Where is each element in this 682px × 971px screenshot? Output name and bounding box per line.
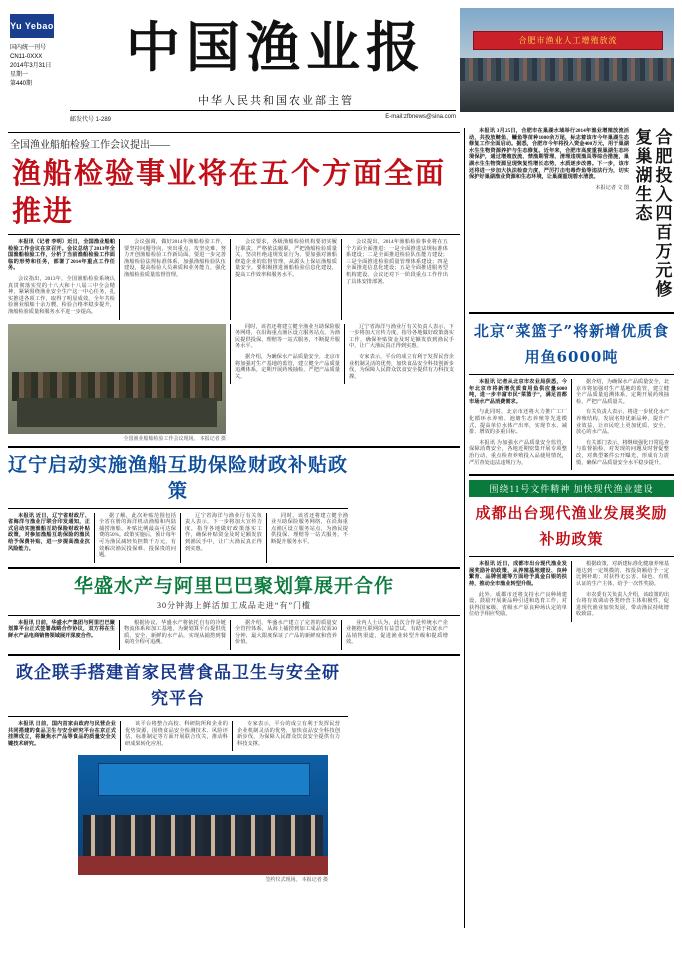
zhengqi-col-2: [125, 721, 228, 747]
masthead-divider: [70, 110, 456, 111]
liaoning-col2-text: 据了解，此次补贴范围包括全省在册的海洋机动渔船和内陆捕捞渔船，补贴比例最高可达保费的50%。政策实施后，预计每年可为渔民减轻负担数千万元，有效解决渔民投保难、投保贵的问题。: [99, 512, 176, 559]
divider-zhengqi: [8, 654, 460, 656]
zhengqi-section: [8, 660, 348, 883]
email-address[interactable]: E-mail:zfbnews@sina.com: [385, 114, 456, 120]
lead-headline: 渔船检验事业将在五个方面全面推进: [8, 152, 460, 235]
liaoning-col-2: [99, 513, 176, 559]
chengdu-col-2: [576, 561, 669, 618]
masthead-subtitle: 中华人民共和国农业部主管: [198, 95, 354, 107]
zhengqi-col3-text: 专家表示，平台的成立有利于发挥民营企业机制灵活的优势，加快食品安全科技创新步伐，为保障人民群众饮食安全提供有力科技支撑。: [237, 721, 340, 747]
lead-col-1: [8, 239, 115, 320]
lead-col-4: [346, 239, 448, 285]
main-right-divider: [464, 128, 465, 928]
midright-col2-text: 有关部门表示，将继续强化日常巡查与监督抽检，对发现的问题及时督促整改，对典型案件公开曝光，形成有力震慑，确保产品质量安全水平稳步提升。: [576, 439, 670, 466]
huasheng-headline: 华盛水产与阿里巴巴聚划算展开合作: [73, 574, 394, 597]
liaoning-col-4: [271, 513, 348, 546]
chengdu-col4-text: 市农委有关负责人介绍，该政策的出台将有效调动各类经营主体积极性，促进现代渔业加快发展，带动渔民持续增收致富。: [576, 591, 670, 618]
page-body: [8, 128, 674, 928]
chengdu-col2-text: 根据政策，对新建标准化健康养殖基地达到一定规模的，按投资额给予一定比例补助；对获得无公害、绿色、有机认证的生产主体，给予一次性奖励。: [576, 561, 670, 587]
masthead: [8, 8, 674, 128]
photo1-caption: 全国渔业船舶检验工作会议现场。 本报记者 摄: [123, 436, 226, 442]
zhengqi-col1-text: 本报讯 日前，国内首家由政府与民营企业共同搭建的食品卫生与安全研究平台在京正式挂牌成立，将聚焦水产品等食品的质量安全关键技术研究。: [8, 721, 116, 747]
liaoning-col1-text: 本报讯 近日，辽宁省财政厅、省海洋与渔业厅联合印发通知，正式启动实施渔船互助保险财政补贴政策，对参加渔船互助保险的渔民给予保费补贴，进一步提高渔业抗风险能力。: [8, 512, 90, 552]
chengdu-section: [469, 480, 674, 622]
meta-line-1: CN11-0XXX: [10, 54, 43, 60]
beijing-col1-text: 本报讯 记者从北京市农业局获悉，今年北京市将新增优质食用鱼供应量6000吨，进一步丰富市民“菜篮子”，满足首都市场水产品消费需求。: [469, 379, 567, 405]
huasheng-col1-text: 本报讯 日前，华盛水产集团与阿里巴巴聚划算平台正式签署战略合作协议，双方将在生鲜水产品电商销售领域展开深度合作。: [8, 619, 115, 639]
lead-col6-body: 辽宁省海洋与渔业厅有关负责人表示，下一步将加大宣传力度，指导各地做好政策落实工作，确保补贴资金及时足额发放到渔民手中，让广大渔民真正得到实惠。: [349, 323, 454, 350]
main-area: [8, 128, 460, 883]
lead-col1-lead: 本报讯（记者 李明）近日，全国渔业船舶检验工作会议在京召开。会议总结了2013年全国渔船检验工作，分析了当前渔船检验工作面临的形势和任务，部署了2014年重点工作任务。: [8, 239, 115, 272]
beijing-columns: [469, 379, 674, 470]
chengdu-col-1: [469, 561, 567, 622]
beijing-col2-text: 据介绍，为确保水产品质量安全，北京市将加强对生产基地的监管，建立健全产品质量追溯体系，定期开展药残抽检，严把产品质量关。: [576, 379, 670, 405]
photo-deck: [460, 81, 674, 112]
liaoning-col4-text: 同时，该省还将建立健全渔业互助保险服务网络，在沿海重点渔区设立服务站点，为渔民提供投保、理赔等一站式服务，不断提升服务水平。: [271, 512, 348, 545]
right-column: [469, 128, 674, 622]
divider-chengdu: [469, 474, 674, 476]
photo-screen: [98, 763, 310, 796]
lead-col-2: [124, 239, 226, 279]
photo-group-people: [83, 815, 323, 856]
beijing-section: [469, 318, 674, 470]
beijing-col-2: [576, 379, 669, 466]
masthead-right: [460, 8, 674, 128]
lead-col4-body: 会议提出，2014年渔船检验事业将在五个方面全面推进：一是全面推进法规标准体系建设；二是全面推进检验队伍能力建设；三是全面推进检验质量管理体系建设；四是全面推进信息化建设；五是全面推进服务型机构建设。会议还对下一阶段重点工作作出了具体安排部署。: [346, 239, 448, 285]
huasheng-subhead: 30分钟海上鲜活加工成品走进“有”门槛: [156, 600, 312, 610]
zhengqi-columns: [8, 721, 348, 751]
lead-col-5: [235, 324, 340, 381]
meta-line-0: 国内统一刊号: [10, 45, 47, 51]
photo-floor: [78, 856, 328, 875]
hefei-signature: 本报记者 文 图: [595, 184, 629, 191]
masthead-footer: [70, 112, 456, 123]
huasheng-col-4: [346, 620, 448, 646]
photo-and-liaoning: [8, 324, 226, 442]
lead-col5-body2: 据介绍，为确保水产品质量安全，北京市将加强对生产基地的监管，建立健全产品质量追溯体系，定期开展药残抽检，严把产品质量关。: [235, 353, 340, 380]
midright-col1-text: 本报讯 为加强水产品质量安全监管，保障消费安全，各地近期密集开展专项整治行动，重点检查养殖投入品使用情况，严厉查处违法违规行为。: [469, 439, 567, 466]
liaoning-section: [8, 452, 348, 563]
lead-col6-body2: 专家表示，平台的成立有利于发挥民营企业机制灵活的优势，加快食品安全科技创新步伐，为保障人民群众饮食安全提供有力科技支撑。: [349, 353, 454, 380]
liaoning-rule: [8, 508, 348, 509]
lead-col3-body: 会议要求，各级渔船检验机构要切实履行职责，严格依法履职，严把渔船检验质量关，坚决杜绝违规发证行为。要加强对渔船修造企业的监督管理，从源头上保证渔船质量安全。要积极推进渔船检验信息化建设，提高工作效率和服务水平。: [235, 239, 337, 278]
divider-huasheng: [8, 567, 460, 569]
hefei-headline-wrap: [629, 128, 674, 308]
meta-line-2: 2014年3月31日: [10, 63, 52, 69]
postal-code: 邮发代号 1-289: [70, 117, 112, 123]
huasheng-col2-text: 根据协议，华盛水产将依托自有的冷链物流体系和加工基地，为聚划算平台提供优质、安全、新鲜的水产品，实现从捕捞到餐桌的全程可追溯。: [124, 619, 226, 646]
divider-liaoning: [8, 446, 460, 448]
beijing-rule: [469, 374, 674, 375]
chengdu-col1-text: 本报讯 近日，成都市出台现代渔业发展奖励补助政策，从养殖基地建设、良种繁育、品牌创建等方面给予真金白银的扶持，推动全市渔业转型升级。: [469, 561, 567, 587]
hefei-body-wrap: [469, 128, 629, 195]
beijing-col4-text: 有关负责人表示，将进一步优化水产养殖结构，发展名特优新品种，提升产业效益，让市民吃上更加优质、安全、放心的水产品。: [576, 409, 670, 436]
chengdu-columns: [469, 561, 674, 622]
lead-col5-body: 同时，该省还将建立健全渔业互助保险服务网络，在沿海重点渔区设立服务站点，为渔民提供投保、理赔等一站式服务，不断提升服务水平。: [235, 323, 340, 350]
lead-col1-body: 会议指出，2013年，全国渔船检验系统认真贯彻落实党的十八大和十八届三中全会精神，紧紧围绕渔业安全生产这一中心任务，扎实推进各项工作，取得了明显成效。全年共检验渔业船舶十余万艘，检验合格率稳步提升，渔船检验质量和服务水平进一步提高。: [8, 275, 115, 315]
huasheng-col-3: [235, 620, 337, 646]
chengdu-col3-text: 此外，成都市还将支持水产良种场建设，鼓励开展新品种引进和选育工作，对获得国家级、省级水产原良种场认定的单位给予相应奖励。: [469, 591, 567, 618]
lead-columns: [8, 239, 460, 320]
zhengqi-col-3: [237, 721, 340, 747]
beijing-headline: 北京“菜篮子”将新增优质食用鱼6000吨: [473, 322, 670, 366]
zhengqi-col-1: [8, 721, 116, 751]
huasheng-rule: [8, 615, 460, 616]
chengdu-rule: [469, 556, 674, 557]
huasheng-section: [8, 573, 460, 650]
liaoning-col-1: [8, 513, 90, 563]
publication-logo: Yu Yebao: [10, 14, 54, 38]
huasheng-col4-text: 业内人士认为，此次合作是传统水产企业拥抱互联网的有益尝试，有助于拓宽水产品销售渠道，促进渔业转型升级和提质增效。: [346, 619, 448, 646]
hefei-body: 本报讯 3月25日，合肥市在巢湖水域举行2014年渔业增殖放流活动，共投放鲢鱼、鳙鱼等苗种1000余万尾，标志着该市今年巢湖生态修复工作全面启动。据悉，合肥市今年将投入资金400万元，用于巢湖水生生物资源养护与生态修复。近年来，合肥市高度重视巢湖生态环境保护，通过增殖放流、禁渔期管理、清理违规渔具等综合措施，巢湖水生生物资源呈现恢复性增长态势，水质逐步改善。下一步，该市还将进一步加大执法检查力度，严厉打击电毒炸鱼等违法行为，切实保护好巢湖渔业资源和生态环境，让巢湖重现碧水清波。: [469, 128, 629, 181]
huasheng-col-2: [124, 620, 226, 646]
meeting-photo: [8, 324, 226, 434]
signing-photo: [78, 755, 328, 875]
lead-col-3: [235, 239, 337, 279]
hefei-section: [469, 128, 674, 308]
liaoning-headline: 辽宁启动实施渔船互助保险财政补贴政策: [8, 453, 349, 502]
photo-crowd: [460, 58, 674, 81]
hefei-vertical-headline: 合肥投入四百万元修复巢湖生态: [631, 128, 672, 299]
zhengqi-col2-text: 该平台将整合高校、科研院所和企业的优势资源，围绕食品安全检测技术、风险评估、标准制定等方面开展联合攻关，推动科研成果转化应用。: [125, 721, 228, 747]
liaoning-col3-text: 辽宁省海洋与渔业厅有关负责人表示，下一步将加大宣传力度，指导各地做好政策落实工作，确保补贴资金及时足额发放到渔民手中，让广大渔民真正得到实惠。: [185, 512, 262, 552]
masthead-photo: [460, 8, 674, 112]
liaoning-columns: [8, 513, 348, 563]
meta-line-3: 星期一: [10, 72, 29, 78]
lead-col-6: [349, 324, 454, 381]
photo-banner-text: 合肥市渔业人工增殖放流: [473, 31, 663, 50]
huasheng-col3-text: 据介绍，华盛水产建立了完善的质量安全管控体系，从海上捕捞到加工成品仅需30分钟，最大限度保证了产品的新鲜度和营养价值。: [235, 619, 337, 646]
beijing-col-1: [469, 379, 567, 470]
photo-table: [17, 398, 218, 427]
beijing-col3-text: 与此同时，北京市还将大力推广工厂化循环水养殖、池塘生态养殖等先进模式，提高单位水体产出率，实现节水、减排、增效的多重目标。: [469, 409, 567, 436]
zhengqi-rule: [8, 716, 348, 717]
zhengqi-caption: 签约仪式现场。 本报记者 摄: [265, 878, 328, 884]
huasheng-col-1: [8, 620, 115, 650]
zhengqi-headline: 政企联手搭建首家民营食品卫生与安全研究平台: [16, 663, 340, 710]
huasheng-columns: [8, 620, 460, 650]
liaoning-col-3: [185, 513, 262, 553]
masthead-meta: [10, 44, 70, 89]
masthead-left: [8, 8, 460, 128]
chengdu-headline: 成都出台现代渔业发展奖励补助政策: [475, 504, 668, 549]
second-band: [8, 324, 460, 442]
page-title: 中国渔业报: [126, 15, 426, 79]
lead-kicker: 全国渔业船舶检验工作会议提出——: [8, 132, 460, 152]
divider-beijing: [469, 312, 674, 314]
meta-line-4: 第440期: [10, 81, 33, 87]
lead-col2-body: 会议强调，做好2014年渔船检验工作，要坚持问题导向，突出重点，攻坚克难，努力开创渔船检验工作新局面。要进一步完善渔船检验法规标准体系，加强渔船检验队伍建设，提高检验人员素质和业务能力，强化渔船检验质量监督管理。: [124, 239, 226, 278]
chengdu-banner: 围绕11号文件精神 加快现代渔业建设: [469, 480, 674, 497]
photo-people: [12, 372, 221, 401]
